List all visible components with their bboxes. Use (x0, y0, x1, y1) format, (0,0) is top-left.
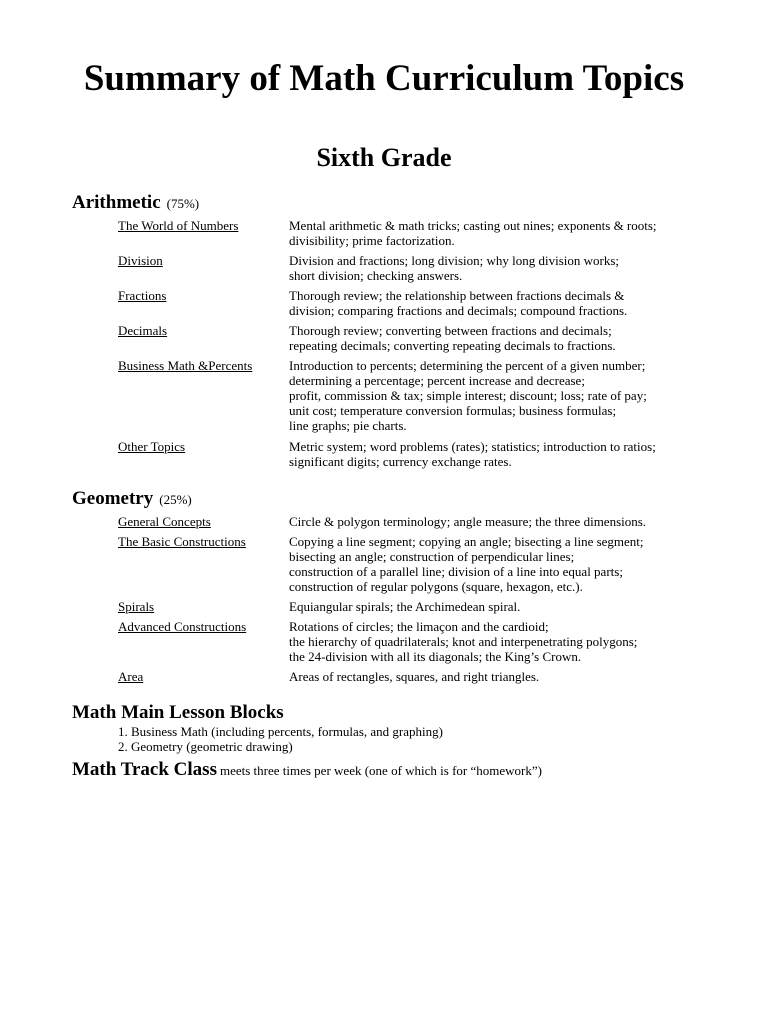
topic-description-line: line graphs; pie charts. (289, 418, 407, 433)
topic-name: Advanced Constructions (118, 619, 247, 634)
topic-description-line: determining a percentage; percent increase and decrease; (289, 373, 585, 388)
topic-name: The Basic Constructions (118, 534, 246, 549)
geometry-heading-text: Geometry (72, 488, 154, 509)
topic-description-line: the hierarchy of quadrilaterals; knot and interpenetrating polygons; (289, 634, 638, 649)
topic-description-line: Copying a line segment; copying an angle; bisecting a line segment; (289, 534, 644, 549)
topic-description (289, 323, 709, 353)
topic-description (289, 619, 709, 664)
arithmetic-heading (72, 191, 199, 216)
topic-description (289, 358, 709, 433)
topic-description-line: divisibility; prime factorization. (289, 233, 455, 248)
topic-description (289, 534, 709, 594)
topic-description-line: Thorough review; the relationship between fractions decimals & (289, 288, 625, 303)
topic-name: Division (118, 253, 163, 268)
geometry-heading (72, 487, 192, 512)
arithmetic-heading-text: Arithmetic (72, 192, 161, 213)
topic-description-line: Rotations of circles; the limaçon and the cardioid; (289, 619, 549, 634)
topic-name: Business Math &Percents (118, 358, 253, 373)
list-item: 2. Geometry (geometric drawing) (118, 739, 293, 754)
topic-description (289, 288, 709, 318)
topic-description-line: the 24-division with all its diagonals; the King’s Crown. (289, 649, 582, 664)
main-lesson-list (118, 724, 443, 754)
page-title: Summary of Math Curriculum Topics (83, 58, 685, 99)
track-class-heading: Math Track Class (72, 759, 217, 780)
topic-description-line: profit, commission & tax; simple interest; discount; loss; rate of pay; (289, 388, 647, 403)
topic-description-line: Metric system; word problems (rates); statistics; introduction to ratios; (289, 439, 656, 454)
topic-description-line: construction of a parallel line; division of a line into equal parts; (289, 564, 623, 579)
topic-description-line: Areas of rectangles, squares, and right triangles. (289, 669, 540, 684)
topic-name: The World of Numbers (118, 218, 239, 233)
topic-description-line: Introduction to percents; determining the percent of a given number; (289, 358, 646, 373)
topic-description (289, 218, 709, 248)
topic-description-line: Division and fractions; long division; why long division works; (289, 253, 620, 268)
topic-description-line: Thorough review; converting between fractions and decimals; (289, 323, 612, 338)
topic-name: Decimals (118, 323, 168, 338)
topic-description-line: Equiangular spirals; the Archimedean spiral. (289, 599, 521, 614)
list-item: 1. Business Math (including percents, formulas, and graphing) (118, 724, 443, 739)
topic-description-line: Mental arithmetic & math tricks; casting out nines; exponents & roots; (289, 218, 657, 233)
grade-title: Sixth Grade (316, 143, 452, 172)
topic-description (289, 514, 709, 529)
topic-description (289, 253, 709, 283)
topic-description-line: division; comparing fractions and decimals; compound fractions. (289, 303, 628, 318)
topic-description-line: repeating decimals; converting repeating decimals to fractions. (289, 338, 616, 353)
topic-description-line: unit cost; temperature conversion formulas; business formulas; (289, 403, 617, 418)
topic-name: Other Topics (118, 439, 186, 454)
topic-description-line: bisecting an angle; construction of perpendicular lines; (289, 549, 575, 564)
topic-description (289, 599, 709, 614)
topic-description (289, 669, 709, 684)
topic-name: Area (118, 669, 144, 684)
track-class-text: meets three times per week (one of which is for “homework”) (219, 763, 542, 778)
topic-name: General Concepts (118, 514, 211, 529)
topic-description-line: significant digits; currency exchange rates. (289, 454, 512, 469)
topic-description (289, 439, 709, 469)
geometry-percent: (25%) (159, 492, 192, 507)
topic-description-line: construction of regular polygons (square, hexagon, etc.). (289, 579, 583, 594)
track-class-line (72, 759, 542, 781)
topic-description-line: Circle & polygon terminology; angle measure; the three dimensions. (289, 514, 647, 529)
topic-name: Fractions (118, 288, 167, 303)
arithmetic-percent: (75%) (166, 196, 200, 211)
topic-name: Spirals (118, 599, 155, 614)
topic-description-line: short division; checking answers. (289, 268, 463, 283)
main-lesson-heading: Math Main Lesson Blocks (72, 702, 284, 723)
